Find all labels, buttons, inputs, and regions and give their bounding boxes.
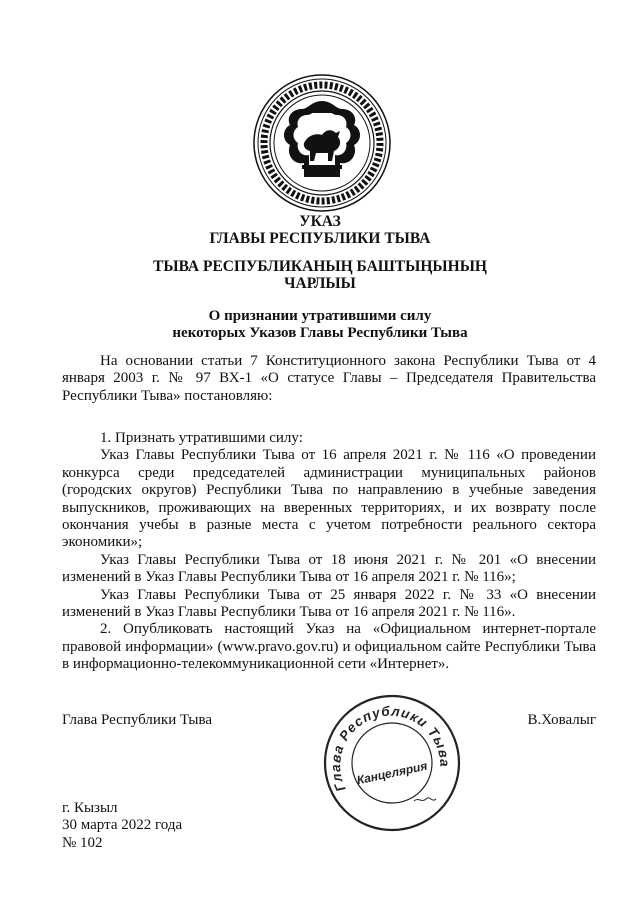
footer-city: г. Кызыл: [62, 800, 118, 816]
stamp-center-text: Канцелярия: [355, 758, 429, 788]
item-2: 2. Опубликовать настоящий Указ на «Официальном интернет-портале правовой информации» (www.pravo.gov.ru) и официальном сайте Республики Тыва в информационно-телекоммуникационной сети «Интернет».: [62, 621, 596, 673]
decree-items: [62, 430, 596, 674]
coat-of-arms-emblem: [252, 73, 392, 213]
decree-subject-line2: некоторых Указов Главы Республики Тыва: [172, 325, 468, 341]
item-1-b: Указ Главы Республики Тыва от 18 июня 2021 г. № 201 «О внесении изменений в Указ Главы Республики Тыва от 16 апреля 2021 г. № 116»;: [62, 551, 596, 586]
item-1-c: Указ Главы Республики Тыва от 25 января 2022 г. № 33 «О внесении изменений в Указ Главы Республики Тыва от 16 апреля 2021 г. № 116».: [62, 586, 596, 621]
signatory-position: Глава Республики Тыва: [62, 712, 213, 728]
preamble-block: [62, 353, 596, 405]
item-1-title: 1. Признать утратившими силу:: [100, 430, 303, 446]
decree-title-tuvan: [0, 258, 640, 292]
decree-title-tuvan-line2: ЧАРЛЫЫ: [284, 275, 356, 292]
decree-title-line1: УКАЗ: [299, 213, 341, 230]
decree-subject: [0, 308, 640, 342]
signatory-name: В.Ховалыг: [527, 712, 596, 728]
decree-title-tuvan-line1: ТЫВА РЕСПУБЛИКАНЫҢ БАШТЫҢЫНЫҢ: [153, 258, 487, 275]
decree-title: [0, 213, 640, 247]
footer-number: № 102: [62, 834, 103, 851]
footer-date: 30 марта 2022 года: [62, 817, 183, 834]
preamble-paragraph: На основании статьи 7 Конституционного закона Республики Тыва от 4 января 2003 г. № 97 ВХ-1 «О статусе Главы – Председателя Правительства Республики Тыва» постановляю:: [62, 353, 596, 404]
decree-subject-line1: О признании утратившими силу: [208, 308, 432, 324]
office-stamp: [322, 693, 462, 833]
stamp-ring-text: Глава Республики Тыва: [328, 703, 453, 794]
decree-title-line2: ГЛАВЫ РЕСПУБЛИКИ ТЫВА: [209, 230, 431, 247]
decree-footer: [62, 800, 182, 852]
item-1-a: Указ Главы Республики Тыва от 16 апреля 2021 г. № 116 «О проведении конкурса среди председателей администрации муниципальных районов (городских округов) Республики Тыва по направлению в учебные заведения выпускников, проживающих на вверенных территориях, и их возврату после окончания учебы в разные места с учетом потребности реального сектора экономики»;: [62, 447, 596, 551]
